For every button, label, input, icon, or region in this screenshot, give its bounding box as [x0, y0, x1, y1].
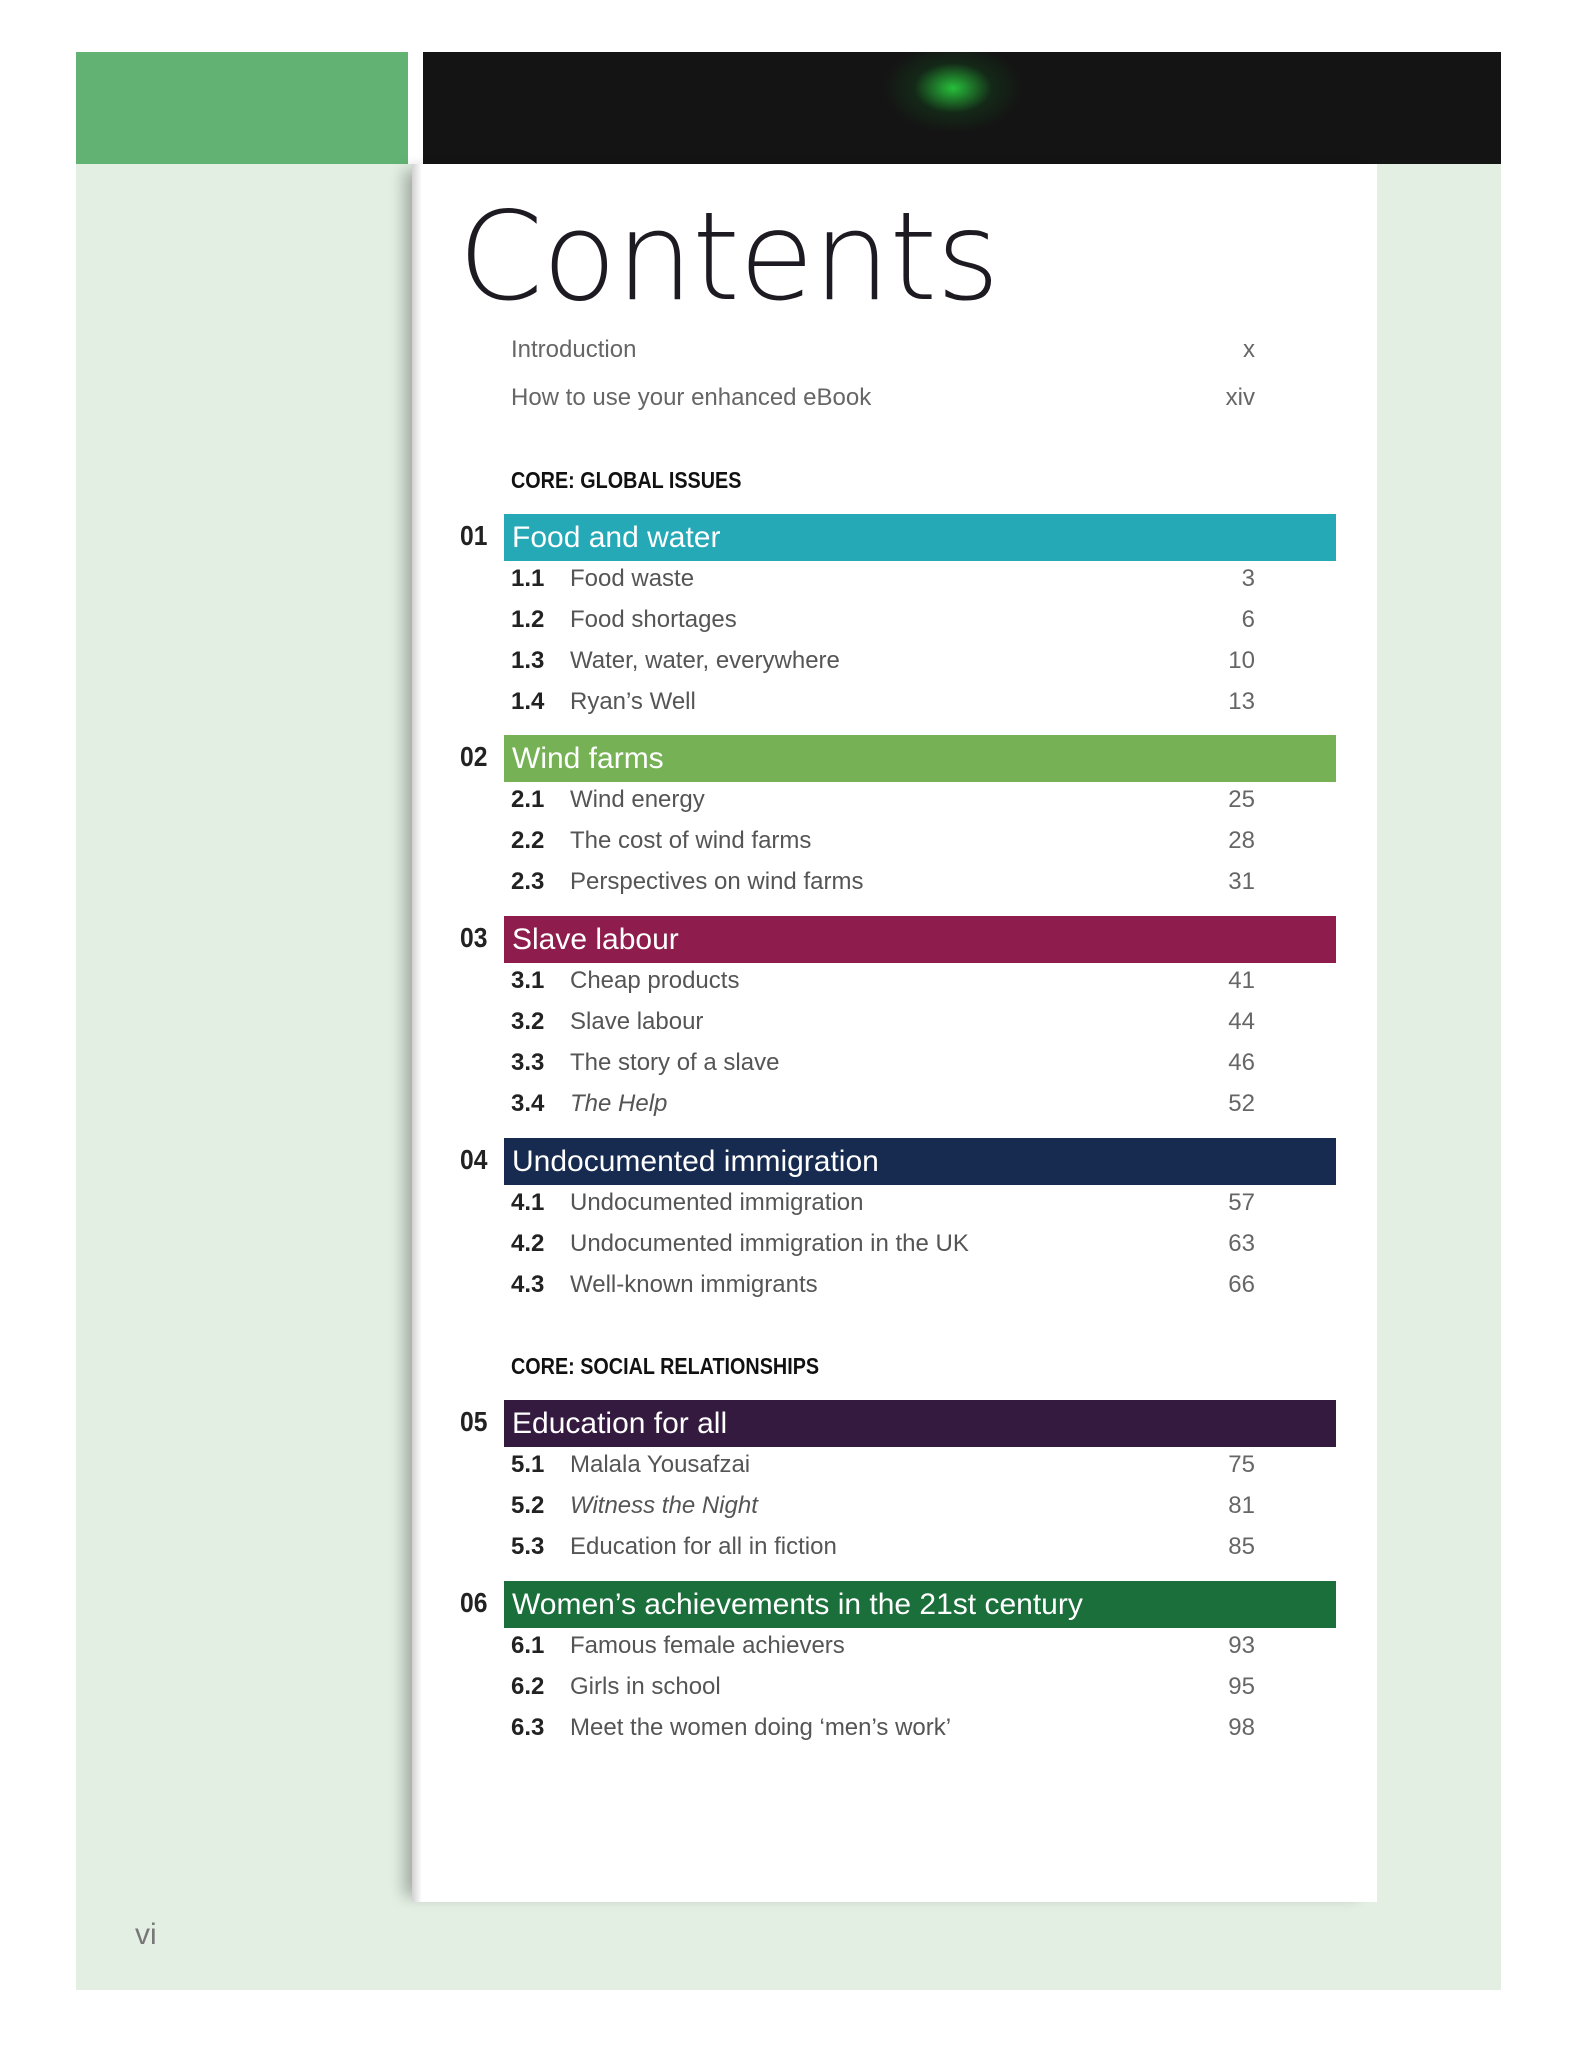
section-page: 81 [1228, 1492, 1255, 1519]
section-title: Malala Yousafzai [570, 1451, 751, 1478]
toc-section-row[interactable] [511, 963, 1255, 999]
section-number: 1.3 [511, 647, 545, 674]
toc-section-row[interactable] [511, 684, 1255, 720]
section-title: Water, water, everywhere [570, 647, 840, 674]
toc-entry-ebook-guide[interactable] [511, 380, 1255, 416]
section-title: Perspectives on wind farms [570, 868, 864, 895]
section-number: 6.2 [511, 1673, 545, 1700]
section-title: The cost of wind farms [570, 827, 812, 854]
chapter-number: 06 [460, 1587, 488, 1618]
page-folio: vi [135, 1918, 157, 1951]
section-page: 75 [1228, 1451, 1255, 1478]
section-title: Wind energy [570, 786, 705, 813]
toc-section-row[interactable] [511, 1669, 1255, 1705]
section-number: 3.4 [511, 1090, 545, 1117]
section-page: 28 [1228, 827, 1255, 854]
section-page: 52 [1228, 1090, 1255, 1117]
section-page: 6 [1241, 606, 1255, 633]
section-page: 85 [1228, 1533, 1255, 1560]
section-page: 13 [1228, 688, 1255, 715]
section-title: Undocumented immigration in the UK [570, 1230, 969, 1257]
section-number: 5.2 [511, 1492, 545, 1519]
chapter-bar-womens-achievements[interactable]: Women’s achievements in the 21st century [504, 1581, 1336, 1628]
section-page: 3 [1241, 565, 1255, 592]
section-number: 1.1 [511, 565, 545, 592]
toc-section-row[interactable] [511, 602, 1255, 638]
toc-section-row[interactable] [511, 864, 1255, 900]
chapter-number: 02 [460, 741, 488, 772]
section-title: The story of a slave [570, 1049, 780, 1076]
section-title: Food waste [570, 565, 695, 592]
chapter-number: 05 [460, 1406, 488, 1437]
section-title: The Help [570, 1090, 668, 1117]
chapter-bar-education-for-all[interactable]: Education for all [504, 1400, 1336, 1447]
section-title: Witness the Night [570, 1492, 758, 1519]
chapter-number: 01 [460, 520, 488, 551]
chapter-bar-food-and-water[interactable]: Food and water [504, 514, 1336, 561]
toc-section-row[interactable] [511, 782, 1255, 818]
toc-section-row[interactable] [511, 1710, 1255, 1746]
section-title: Food shortages [570, 606, 737, 633]
chapter-number: 04 [460, 1144, 488, 1175]
section-number: 3.1 [511, 967, 545, 994]
section-page: 46 [1228, 1049, 1255, 1076]
section-page: 63 [1228, 1230, 1255, 1257]
section-number: 6.3 [511, 1714, 545, 1741]
section-page: 66 [1228, 1271, 1255, 1298]
chapter-bar-slave-labour[interactable]: Slave labour [504, 916, 1336, 963]
section-number: 5.3 [511, 1533, 545, 1560]
section-page: 44 [1228, 1008, 1255, 1035]
toc-section-row[interactable] [511, 1086, 1255, 1122]
section-title: Ryan’s Well [570, 688, 696, 715]
core-heading-social-relationships: CORE: SOCIAL RELATIONSHIPS [511, 1353, 820, 1379]
section-title: Girls in school [570, 1673, 721, 1700]
toc-section-row[interactable] [511, 1447, 1255, 1483]
toc-section-row[interactable] [511, 1628, 1255, 1664]
section-number: 1.4 [511, 688, 545, 715]
toc-entry-page: xiv [1225, 384, 1255, 411]
toc-entry-introduction[interactable] [511, 332, 1255, 368]
toc-section-row[interactable] [511, 1226, 1255, 1262]
green-header-strip [76, 52, 408, 164]
toc-section-row[interactable] [511, 1004, 1255, 1040]
toc-section-row[interactable] [511, 561, 1255, 597]
section-number: 2.3 [511, 868, 545, 895]
section-title: Meet the women doing ‘men’s work’ [570, 1714, 952, 1741]
section-page: 98 [1228, 1714, 1255, 1741]
toc-section-row[interactable] [511, 1185, 1255, 1221]
section-page: 95 [1228, 1673, 1255, 1700]
section-title: Slave labour [570, 1008, 704, 1035]
section-page: 31 [1228, 868, 1255, 895]
section-number: 4.2 [511, 1230, 545, 1257]
chapter-number: 03 [460, 922, 488, 953]
toc-entry-page: x [1243, 336, 1255, 363]
section-title: Well-known immigrants [570, 1271, 818, 1298]
page-title: Contents [458, 186, 999, 328]
toc-section-row[interactable] [511, 1267, 1255, 1303]
section-number: 4.1 [511, 1189, 545, 1216]
section-title: Undocumented immigration [570, 1189, 864, 1216]
section-page: 57 [1228, 1189, 1255, 1216]
section-number: 3.3 [511, 1049, 545, 1076]
section-number: 2.1 [511, 786, 545, 813]
toc-entry-label: How to use your enhanced eBook [511, 384, 872, 411]
section-number: 5.1 [511, 1451, 545, 1478]
sheet-shadow [412, 164, 422, 1902]
chapter-bar-wind-farms[interactable]: Wind farms [504, 735, 1336, 782]
toc-section-row[interactable] [511, 643, 1255, 679]
toc-section-row[interactable] [511, 1488, 1255, 1524]
section-page: 10 [1228, 647, 1255, 674]
toc-section-row[interactable] [511, 1045, 1255, 1081]
section-title: Education for all in fiction [570, 1533, 837, 1560]
section-page: 41 [1228, 967, 1255, 994]
section-number: 6.1 [511, 1632, 545, 1659]
section-title: Cheap products [570, 967, 740, 994]
section-number: 4.3 [511, 1271, 545, 1298]
section-number: 3.2 [511, 1008, 545, 1035]
dark-header-banner [423, 52, 1501, 164]
toc-entry-label: Introduction [511, 336, 637, 363]
section-page: 25 [1228, 786, 1255, 813]
toc-section-row[interactable] [511, 823, 1255, 859]
section-number: 1.2 [511, 606, 545, 633]
section-page: 93 [1228, 1632, 1255, 1659]
section-number: 2.2 [511, 827, 545, 854]
toc-section-row[interactable] [511, 1529, 1255, 1565]
chapter-bar-undocumented-immigration[interactable]: Undocumented immigration [504, 1138, 1336, 1185]
section-title: Famous female achievers [570, 1632, 845, 1659]
core-heading-global-issues: CORE: GLOBAL ISSUES [511, 467, 742, 493]
